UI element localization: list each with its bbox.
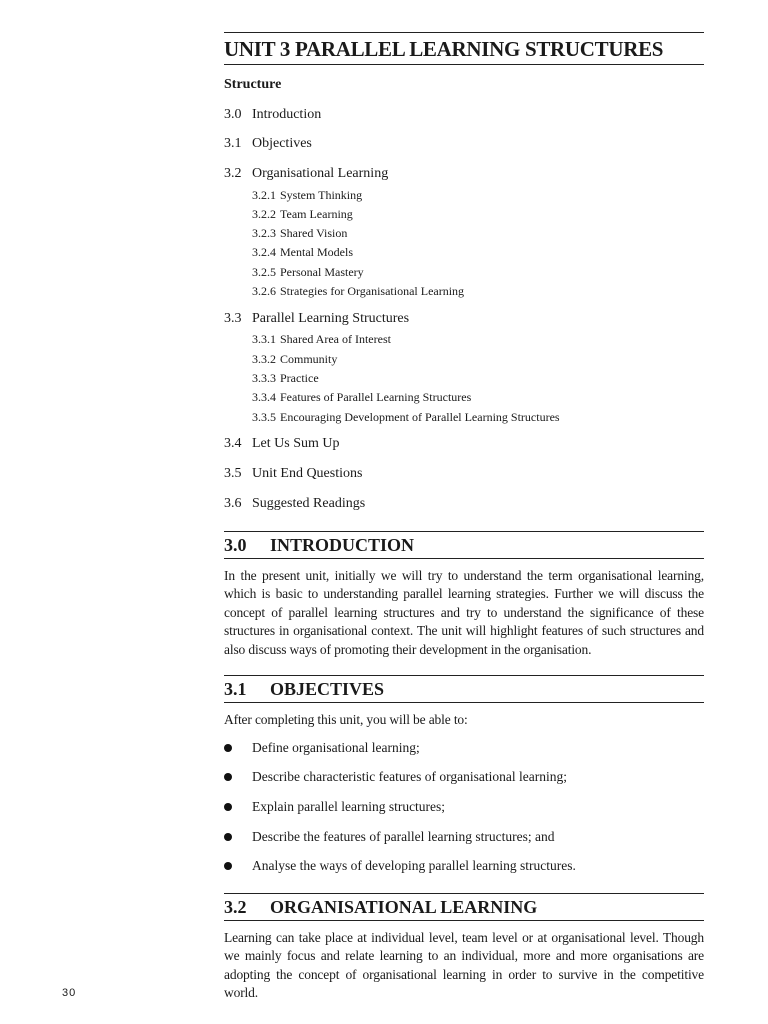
toc-subitem	[252, 245, 353, 260]
toc-number: 3.3.5	[252, 410, 276, 424]
toc-number: 3.2.6	[252, 284, 276, 298]
toc-subitem	[252, 188, 362, 203]
toc-subitem	[252, 226, 347, 241]
toc-number: 3.4	[224, 436, 242, 451]
toc-item	[224, 107, 321, 123]
page-number: 30	[62, 987, 77, 999]
toc-label: Mental Models	[280, 245, 353, 259]
toc-number: 3.2.4	[252, 245, 276, 259]
toc-number: 3.2.1	[252, 188, 276, 202]
toc-number: 3.3.3	[252, 371, 276, 385]
toc-item	[224, 436, 340, 452]
toc-label: Suggested Readings	[252, 496, 366, 511]
list-item	[224, 769, 567, 785]
list-item	[224, 740, 420, 756]
list-item	[224, 829, 555, 845]
section-title: INTRODUCTION	[270, 535, 415, 555]
toc-label: Community	[280, 352, 338, 366]
toc-label: Features of Parallel Learning Structures	[280, 390, 472, 404]
toc-number: 3.5	[224, 466, 242, 481]
toc-label: Strategies for Organisational Learning	[280, 284, 465, 298]
toc-number: 3.1	[224, 136, 242, 151]
toc-subitem	[252, 207, 353, 222]
toc-label: Personal Mastery	[280, 265, 364, 279]
section-number: 3.2	[224, 897, 247, 917]
section-heading-objectives	[224, 675, 704, 703]
toc-number: 3.0	[224, 107, 242, 122]
toc-label: Parallel Learning Structures	[252, 311, 410, 326]
toc-label: System Thinking	[280, 188, 363, 202]
toc-subitem	[252, 332, 391, 347]
toc-label: Introduction	[252, 107, 322, 122]
toc-subitem	[252, 371, 319, 386]
toc-label: Shared Area of Interest	[280, 332, 391, 346]
unit-title: UNIT 3 PARALLEL LEARNING STRUCTURES	[224, 32, 704, 65]
toc-subitem	[252, 265, 364, 280]
toc-item	[224, 166, 388, 182]
structure-label: Structure	[224, 77, 282, 92]
toc-label: Team Learning	[280, 207, 353, 221]
toc-label: Encouraging Development of Parallel Learning Structures	[280, 410, 560, 424]
bullet-icon	[224, 862, 232, 870]
list-item-text: Explain parallel learning structures;	[252, 799, 446, 814]
toc-number: 3.3.1	[252, 332, 276, 346]
list-item	[224, 858, 576, 874]
toc-item	[224, 496, 365, 512]
section-number: 3.1	[224, 679, 247, 699]
toc-subitem	[252, 410, 560, 425]
toc-number: 3.3	[224, 311, 242, 326]
toc-subitem	[252, 352, 337, 367]
section-title: ORGANISATIONAL LEARNING	[270, 897, 538, 917]
toc-number: 3.2.2	[252, 207, 276, 221]
toc-label: Practice	[280, 371, 319, 385]
toc-number: 3.2.3	[252, 226, 276, 240]
toc-number: 3.3.4	[252, 390, 276, 404]
list-item-text: Analyse the ways of developing parallel learning structures.	[252, 858, 576, 873]
toc-number: 3.3.2	[252, 352, 276, 366]
bullet-icon	[224, 833, 232, 841]
toc-item	[224, 136, 312, 152]
list-item-text: Define organisational learning;	[252, 740, 420, 755]
list-item	[224, 799, 445, 815]
bullet-icon	[224, 803, 232, 811]
toc-item	[224, 311, 409, 327]
toc-number: 3.2.5	[252, 265, 276, 279]
toc-subitem	[252, 390, 471, 405]
section-heading-introduction	[224, 531, 704, 559]
toc-subitem	[252, 284, 464, 299]
toc-label: Objectives	[252, 136, 312, 151]
section-number: 3.0	[224, 535, 247, 555]
toc-label: Organisational Learning	[252, 166, 389, 181]
list-item-text: Describe characteristic features of organisational learning;	[252, 769, 567, 784]
toc-label: Shared Vision	[280, 226, 348, 240]
toc-label: Unit End Questions	[252, 466, 363, 481]
organisational-learning-paragraph: Learning can take place at individual level, team level or at organisational level. Though we mainly focus and relate learning to an individual, more and more organisations are adopting the concept of organisational learning in order to survive in the competitive world.	[224, 930, 704, 1001]
toc-item	[224, 466, 362, 482]
introduction-paragraph: In the present unit, initially we will try to understand the term organisational learning, which is basic to understanding parallel learning strategies. Further we will discuss the concept of parallel learning structures and try to understand the significance of these structures in organisational context. The unit will highlight features of such structures and also discuss ways of promoting their development in the organisation.	[224, 568, 704, 657]
toc-number: 3.6	[224, 496, 242, 511]
toc-label: Let Us Sum Up	[252, 436, 340, 451]
section-heading-organisational-learning	[224, 893, 704, 921]
bullet-icon	[224, 744, 232, 752]
toc-number: 3.2	[224, 166, 242, 181]
objectives-lead: After completing this unit, you will be able to:	[224, 712, 468, 727]
bullet-icon	[224, 773, 232, 781]
list-item-text: Describe the features of parallel learning structures; and	[252, 829, 555, 844]
section-title: OBJECTIVES	[270, 679, 385, 699]
